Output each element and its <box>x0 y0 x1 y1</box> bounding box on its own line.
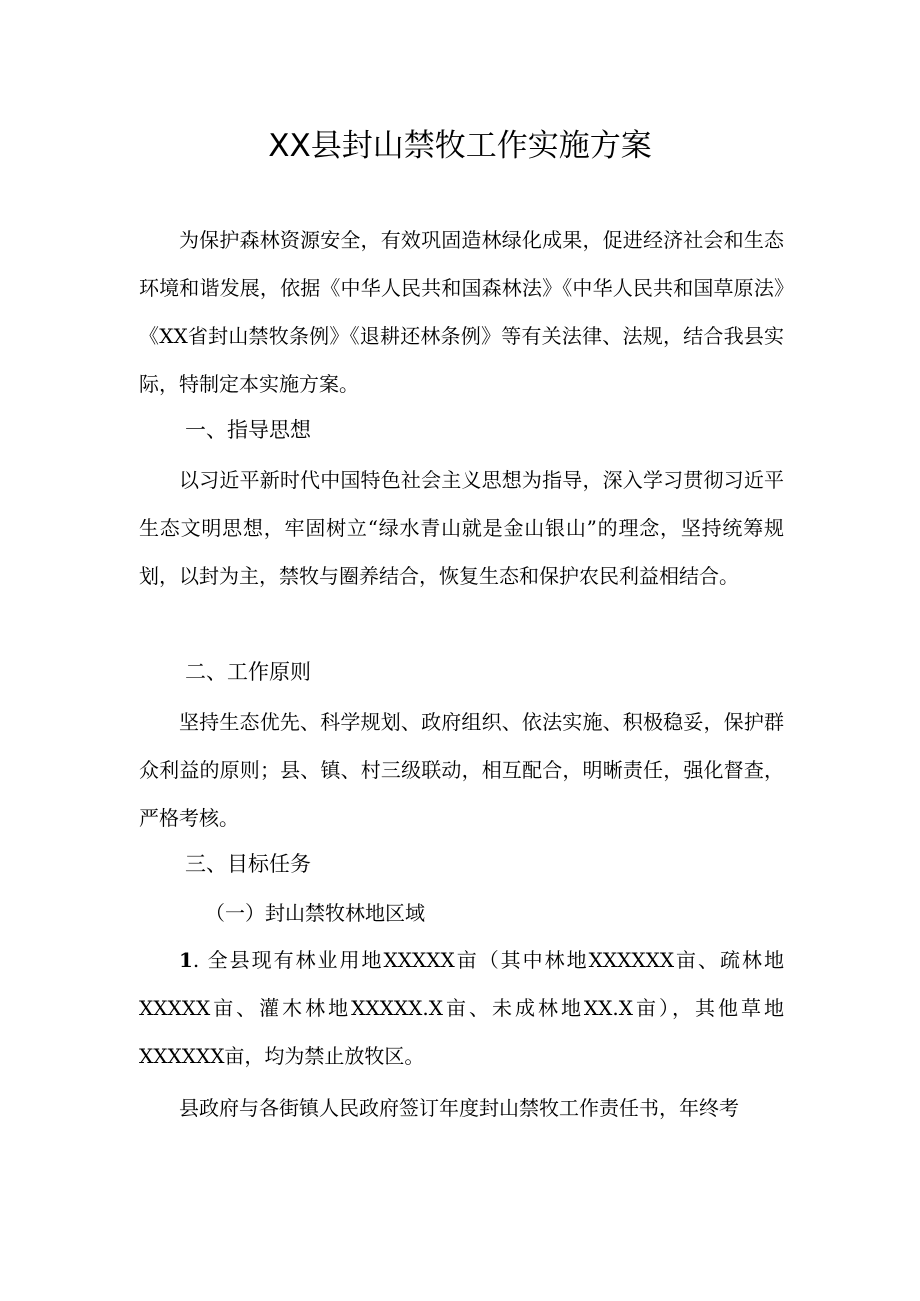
heading-work-principles: 二、工作原则 <box>185 660 311 684</box>
work-principles-paragraph: 坚持生态优先、科学规划、政府组织、依法实施、积极稳妥，保护群众利益的原则；县、镇、村三级联动，相互配合，明晰责任，强化督查，严格考核。 <box>139 710 784 830</box>
item-1-number: 1 <box>179 948 193 972</box>
subheading-closed-forest-area: （一）封山禁牧林地区域 <box>205 901 425 925</box>
document-title: XX县封山禁牧工作实施方案 <box>268 128 652 164</box>
guiding-ideology-paragraph: 以习近平新时代中国特色社会主义思想为指导，深入学习贯彻习近平生态文明思想，牢固树立“绿水青山就是金山银山”的理念，坚持统筹规划，以封为主，禁牧与圈养结合，恢复生态和保护农民利益相结合。 <box>139 468 784 588</box>
heading-goals-tasks: 三、目标任务 <box>185 852 311 876</box>
intro-paragraph: 为保护森林资源安全，有效巩固造林绿化成果，促进经济社会和生态环境和谐发展，依据《中华人民共和国森林法》《中华人民共和国草原法》《XX省封山禁牧条例》《退耕还林条例》等有关法律、法规，结合我县实际，特制定本实施方案。 <box>139 228 784 396</box>
item-1-text: . 全县现有林业用地XXXXX亩（其中林地XXXXXX亩、疏林地XXXXX亩、灌木林地XXXXX.X亩、未成林地XX.X亩），其他草地XXXXXX亩，均为禁止放牧区。 <box>139 948 784 1068</box>
item-1-paragraph <box>139 936 784 1080</box>
responsibility-paragraph: 县政府与各街镇人民政府签订年度封山禁牧工作责任书，年终考 <box>179 1096 739 1120</box>
heading-guiding-ideology: 一、指导思想 <box>185 418 311 442</box>
